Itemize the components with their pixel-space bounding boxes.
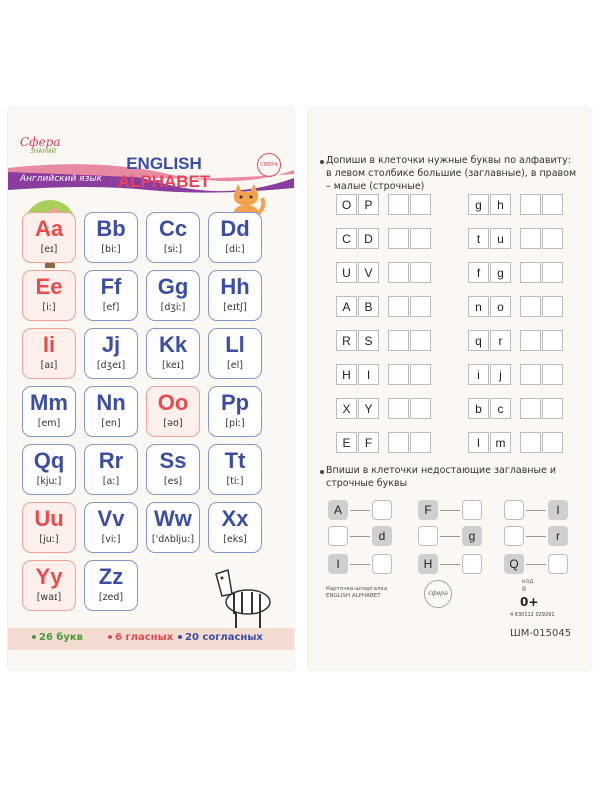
left-column-cell[interactable] bbox=[388, 262, 409, 283]
letter-tile bbox=[208, 270, 262, 321]
letter-tile bbox=[22, 560, 76, 611]
letter-transcription: [zed] bbox=[98, 592, 124, 603]
letter-transcription: [es] bbox=[163, 476, 183, 487]
left-column-cell: H bbox=[336, 364, 357, 385]
letter-glyph: Ff bbox=[100, 274, 122, 299]
left-column-cell: R bbox=[336, 330, 357, 351]
letter-transcription: [aɪ] bbox=[40, 360, 58, 371]
double-arrow-icon bbox=[526, 536, 546, 537]
letter-tile bbox=[84, 328, 138, 379]
letter-tile bbox=[84, 270, 138, 321]
back-card bbox=[308, 108, 590, 670]
letter-glyph: Cc bbox=[158, 216, 188, 241]
summary-vowels-text: 6 гласных bbox=[115, 632, 174, 643]
letter-transcription: [eɪtʃ] bbox=[223, 302, 247, 313]
instruction-2: Впиши в клеточки недостающие заглавные и строчные буквы bbox=[326, 465, 557, 489]
letter-tile bbox=[208, 502, 262, 553]
right-column-cell: l bbox=[468, 432, 489, 453]
right-column-cell: r bbox=[490, 330, 511, 351]
pair-left-box[interactable] bbox=[504, 526, 524, 546]
summary-consonants bbox=[178, 632, 263, 643]
letter-glyph: Uu bbox=[34, 506, 64, 531]
letter-transcription: [iː] bbox=[42, 302, 56, 313]
pair-right-box: l bbox=[548, 500, 568, 520]
letter-tile bbox=[22, 386, 76, 437]
letter-tile bbox=[208, 212, 262, 263]
right-column-cell: o bbox=[490, 296, 511, 317]
letter-glyph: Jj bbox=[101, 332, 121, 357]
right-column-cell: u bbox=[490, 228, 511, 249]
letter-tile bbox=[146, 502, 200, 553]
letter-tile bbox=[84, 444, 138, 495]
left-column-cell[interactable] bbox=[410, 364, 431, 385]
letter-transcription: [kjuː] bbox=[36, 476, 62, 487]
left-column-cell: C bbox=[336, 228, 357, 249]
left-column-cell[interactable] bbox=[410, 398, 431, 419]
letter-transcription: [eɪ] bbox=[40, 244, 58, 255]
instruction-1: Допиши в клеточки нужные буквы по алфавиту: в левом столбике большие (заглавные), в правом – малые (строчные) bbox=[326, 155, 577, 192]
letter-glyph: Nn bbox=[96, 390, 126, 415]
left-column-cell: Y bbox=[358, 398, 379, 419]
summary-letters bbox=[32, 632, 83, 643]
letter-tile bbox=[146, 444, 200, 495]
letter-tile bbox=[208, 386, 262, 437]
product-code: ШМ-015045 bbox=[510, 628, 572, 639]
letter-tile bbox=[84, 560, 138, 611]
letter-glyph: Zz bbox=[98, 564, 124, 589]
right-column-cell[interactable] bbox=[542, 330, 563, 351]
letter-tile bbox=[84, 502, 138, 553]
age-rating: 0+ bbox=[520, 595, 539, 609]
left-column-cell[interactable] bbox=[388, 228, 409, 249]
right-column-cell[interactable] bbox=[520, 330, 541, 351]
card-label: Карточка-шпаргалка bbox=[326, 586, 388, 592]
logo-line1: Сфера bbox=[20, 135, 61, 149]
letter-transcription: [el] bbox=[227, 360, 243, 371]
summary-vowels bbox=[108, 632, 173, 643]
right-column-cell: b bbox=[468, 398, 489, 419]
bullet-icon bbox=[32, 635, 36, 639]
letter-glyph: Ii bbox=[42, 332, 56, 357]
letter-transcription: [əʊ] bbox=[163, 418, 183, 429]
pair-left-box: I bbox=[328, 554, 348, 574]
right-column-cell[interactable] bbox=[520, 262, 541, 283]
right-column-cell: c bbox=[490, 398, 511, 419]
left-column-cell[interactable] bbox=[388, 364, 409, 385]
letter-transcription: [juː] bbox=[39, 534, 59, 545]
pair-right-box[interactable] bbox=[372, 554, 392, 574]
right-column-cell[interactable] bbox=[520, 432, 541, 453]
left-column-cell[interactable] bbox=[410, 296, 431, 317]
right-column-cell: m bbox=[490, 432, 511, 453]
right-column-cell: i bbox=[468, 364, 489, 385]
letter-transcription: [aː] bbox=[102, 476, 120, 487]
letter-transcription: [diː] bbox=[225, 244, 245, 255]
right-column-cell: f bbox=[468, 262, 489, 283]
letter-tile bbox=[22, 270, 76, 321]
right-column-cell: t bbox=[468, 228, 489, 249]
right-column-cell[interactable] bbox=[542, 432, 563, 453]
letter-transcription: [piː] bbox=[225, 418, 245, 429]
left-column-cell: S bbox=[358, 330, 379, 351]
left-column-cell: D bbox=[358, 228, 379, 249]
letter-glyph: Ww bbox=[154, 506, 192, 531]
pair-left-box: Q bbox=[504, 554, 524, 574]
left-column-cell: U bbox=[336, 262, 357, 283]
letter-glyph: Rr bbox=[98, 448, 124, 473]
barcode-digits: 4 630112 029291 bbox=[510, 612, 555, 618]
right-column-cell[interactable] bbox=[542, 194, 563, 215]
right-column-cell[interactable] bbox=[542, 398, 563, 419]
letter-transcription: [eks] bbox=[223, 534, 247, 545]
right-column-cell[interactable] bbox=[520, 194, 541, 215]
zebra-icon bbox=[206, 560, 278, 632]
left-column-cell[interactable] bbox=[410, 228, 431, 249]
left-column-cell: O bbox=[336, 194, 357, 215]
right-column-cell: n bbox=[468, 296, 489, 317]
letter-transcription: [viː] bbox=[101, 534, 121, 545]
pair-left-box[interactable] bbox=[328, 526, 348, 546]
left-column-cell: A bbox=[336, 296, 357, 317]
letter-glyph: Oo bbox=[157, 390, 189, 415]
right-column-cell: g bbox=[490, 262, 511, 283]
letter-transcription: [waɪ] bbox=[36, 592, 62, 603]
pair-right-box: g bbox=[462, 526, 482, 546]
bullet-icon bbox=[108, 635, 112, 639]
letter-transcription: [em] bbox=[37, 418, 61, 429]
letter-transcription: [keɪ] bbox=[162, 360, 184, 371]
letter-glyph: Ll bbox=[225, 332, 245, 357]
pair-right-box[interactable] bbox=[372, 500, 392, 520]
letter-glyph: Kk bbox=[158, 332, 188, 357]
letter-transcription: [dʒeɪ] bbox=[96, 360, 126, 371]
pair-left-box: F bbox=[418, 500, 438, 520]
letter-transcription: [tiː] bbox=[226, 476, 244, 487]
right-column-cell[interactable] bbox=[520, 228, 541, 249]
letter-tile bbox=[146, 212, 200, 263]
double-arrow-icon bbox=[350, 564, 370, 565]
right-column-cell[interactable] bbox=[542, 364, 563, 385]
publisher-logo bbox=[20, 136, 80, 162]
publisher-mark: сфера bbox=[424, 580, 452, 608]
letter-glyph: Mm bbox=[30, 390, 68, 415]
letter-glyph: Bb bbox=[96, 216, 126, 241]
letter-tile bbox=[146, 386, 200, 437]
left-column-cell[interactable] bbox=[410, 432, 431, 453]
right-column-cell[interactable] bbox=[520, 364, 541, 385]
letter-tile bbox=[84, 386, 138, 437]
letter-tile bbox=[146, 328, 200, 379]
double-arrow-icon bbox=[526, 564, 546, 565]
right-column-cell: j bbox=[490, 364, 511, 385]
letter-tile bbox=[208, 328, 262, 379]
double-arrow-icon bbox=[440, 564, 460, 565]
letter-tile bbox=[22, 328, 76, 379]
letter-glyph: Hh bbox=[220, 274, 250, 299]
bullet-icon bbox=[178, 635, 182, 639]
pair-left-box[interactable] bbox=[418, 526, 438, 546]
card-name: ENGLISH ALPHABET bbox=[326, 593, 381, 599]
letter-glyph: Tt bbox=[224, 448, 246, 473]
letter-transcription: [biː] bbox=[101, 244, 121, 255]
left-column-cell: P bbox=[358, 194, 379, 215]
letter-transcription: ['dʌbljuː] bbox=[151, 534, 195, 545]
left-column-cell[interactable] bbox=[410, 262, 431, 283]
code-value: В bbox=[522, 586, 527, 593]
code-label: код bbox=[522, 578, 534, 585]
left-column-cell[interactable] bbox=[388, 194, 409, 215]
letter-glyph: Gg bbox=[157, 274, 189, 299]
double-arrow-icon bbox=[440, 536, 460, 537]
right-column-cell: q bbox=[468, 330, 489, 351]
letter-transcription: [dʒiː] bbox=[160, 302, 186, 313]
subtitle: Английский язык bbox=[20, 174, 102, 184]
bullet-icon bbox=[320, 470, 324, 474]
letter-tile bbox=[84, 212, 138, 263]
title-line2: ALPHABET bbox=[117, 172, 211, 191]
letter-glyph: Qq bbox=[33, 448, 65, 473]
pair-right-box: r bbox=[548, 526, 568, 546]
letter-tile bbox=[208, 444, 262, 495]
brand-stamp: СФЕРА bbox=[257, 153, 281, 177]
left-column-cell: V bbox=[358, 262, 379, 283]
letter-glyph: Ss bbox=[159, 448, 187, 473]
letter-tile bbox=[22, 502, 76, 553]
letter-transcription: [en] bbox=[101, 418, 121, 429]
letter-glyph: Ee bbox=[35, 274, 63, 299]
title-line1: ENGLISH bbox=[126, 154, 202, 173]
double-arrow-icon bbox=[526, 510, 546, 511]
right-column-cell[interactable] bbox=[520, 296, 541, 317]
pair-left-box[interactable] bbox=[504, 500, 524, 520]
summary-consonants-text: 20 согласных bbox=[185, 632, 263, 643]
pair-left-box: H bbox=[418, 554, 438, 574]
pair-right-box[interactable] bbox=[462, 554, 482, 574]
double-arrow-icon bbox=[350, 510, 370, 511]
bullet-icon bbox=[320, 160, 324, 164]
left-column-cell: F bbox=[358, 432, 379, 453]
right-column-cell: g bbox=[468, 194, 489, 215]
letter-glyph: Xx bbox=[221, 506, 249, 531]
right-column-cell[interactable] bbox=[542, 228, 563, 249]
left-column-cell[interactable] bbox=[410, 330, 431, 351]
letter-tile bbox=[146, 270, 200, 321]
left-column-cell[interactable] bbox=[388, 296, 409, 317]
right-column-cell[interactable] bbox=[542, 262, 563, 283]
left-column-cell[interactable] bbox=[388, 432, 409, 453]
letter-glyph: Pp bbox=[220, 390, 250, 415]
right-column-cell[interactable] bbox=[520, 398, 541, 419]
right-column-cell: h bbox=[490, 194, 511, 215]
left-column-cell: B bbox=[358, 296, 379, 317]
double-arrow-icon bbox=[350, 536, 370, 537]
left-column-cell[interactable] bbox=[388, 398, 409, 419]
letter-glyph: Dd bbox=[220, 216, 250, 241]
pair-right-box[interactable] bbox=[462, 500, 482, 520]
letter-transcription: [ef] bbox=[102, 302, 120, 313]
double-arrow-icon bbox=[440, 510, 460, 511]
pair-right-box[interactable] bbox=[548, 554, 568, 574]
letter-tile bbox=[22, 444, 76, 495]
logo-line2: ЗНАНИЙ bbox=[30, 148, 56, 155]
left-column-cell[interactable] bbox=[388, 330, 409, 351]
letter-glyph: Aa bbox=[34, 216, 64, 241]
left-column-cell: I bbox=[358, 364, 379, 385]
front-card bbox=[8, 108, 294, 670]
right-column-cell[interactable] bbox=[542, 296, 563, 317]
pair-right-box: d bbox=[372, 526, 392, 546]
pair-left-box: A bbox=[328, 500, 348, 520]
left-column-cell: E bbox=[336, 432, 357, 453]
letter-glyph: Yy bbox=[35, 564, 63, 589]
letter-transcription: [siː] bbox=[163, 244, 183, 255]
left-column-cell: X bbox=[336, 398, 357, 419]
left-column-cell[interactable] bbox=[410, 194, 431, 215]
summary-letters-text: 26 букв bbox=[39, 632, 84, 643]
letter-tile bbox=[22, 212, 76, 263]
letter-glyph: Vv bbox=[97, 506, 125, 531]
